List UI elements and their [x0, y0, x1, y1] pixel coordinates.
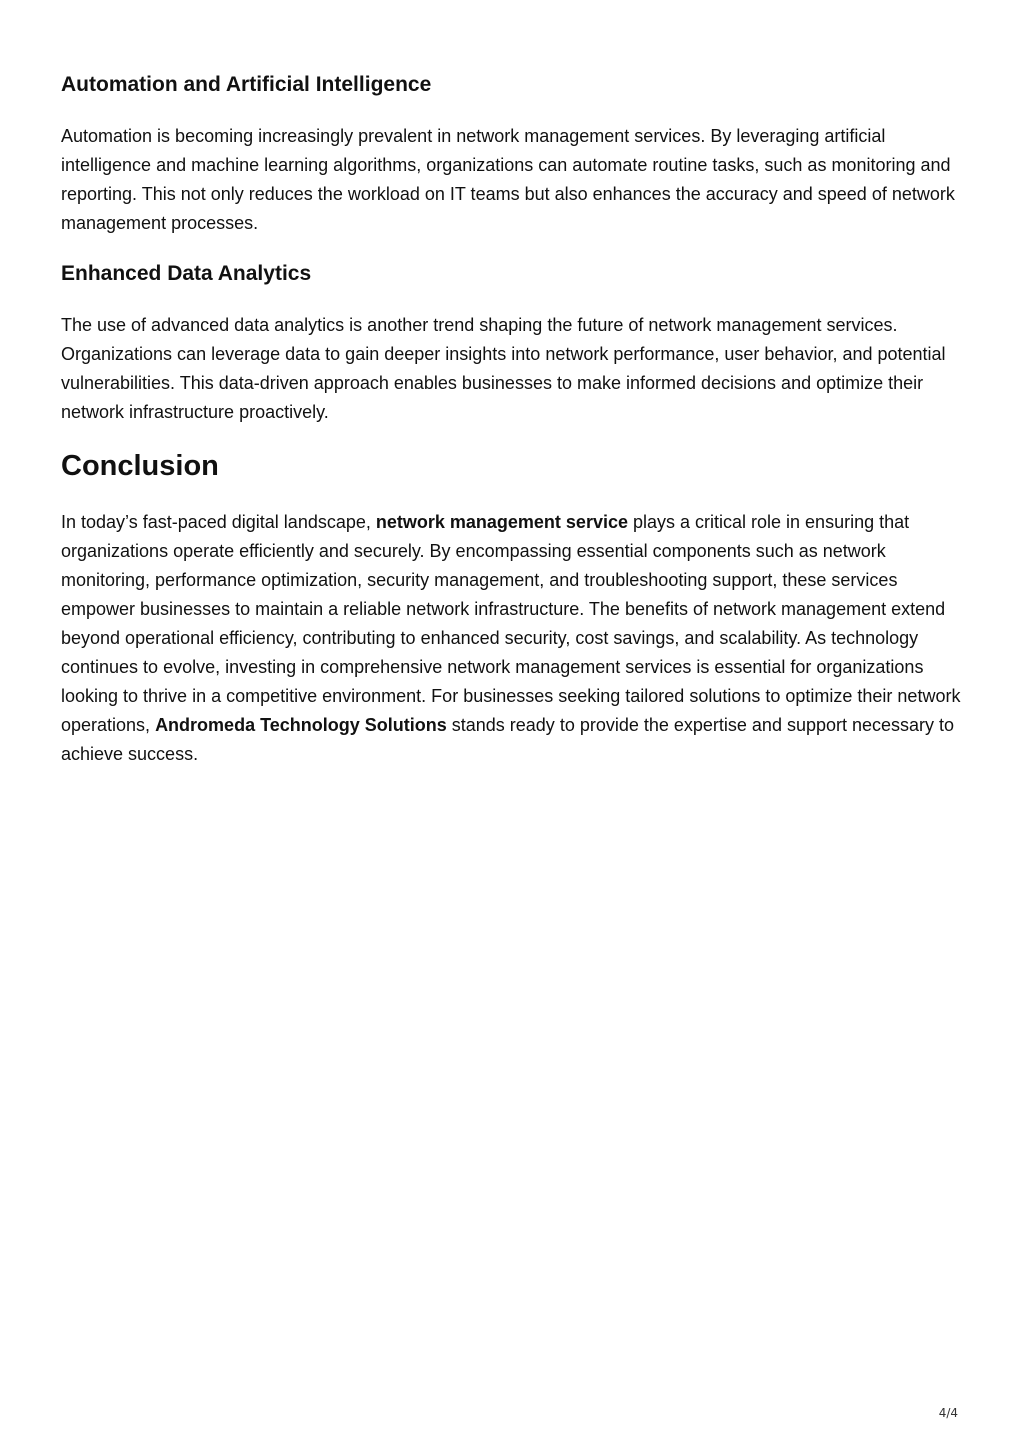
conclusion-text-3: stands ready to provide the expertise and support necessary to achieve success. — [61, 715, 955, 764]
conclusion-bold-service: network management service — [375, 512, 628, 532]
conclusion-bold-company: Andromeda Technology Solutions — [155, 715, 447, 735]
section-body-data-analytics: The use of advanced data analytics is another trend shaping the future of network management services. Organizations can leverage data to gain deeper insights into network performance, user behavior, and potential vulnerabilities. This data-driven approach enables businesses to make informed decisions and optimize their network infrastructure proactively. — [61, 315, 946, 422]
section-heading-automation: Automation and Artificial Intelligence — [61, 73, 432, 96]
page-number: 4/4 — [938, 1406, 958, 1420]
conclusion-body — [61, 508, 966, 769]
section-body-automation: Automation is becoming increasingly prevalent in network management services. By leveraging artificial intelligence and machine learning algorithms, organizations can automate routine tasks, such as monitoring and reporting. This not only reduces the workload on IT teams but also enhances the accuracy and speed of network management processes. — [61, 126, 955, 233]
section-heading-data-analytics: Enhanced Data Analytics — [61, 262, 312, 285]
conclusion-heading: Conclusion — [61, 450, 219, 482]
conclusion-text-1: In today’s fast-paced digital landscape, — [61, 512, 376, 532]
conclusion-text-2: plays a critical role in ensuring that organizations operate efficiently and securely. By encompassing essential components such as network monitoring, performance optimization, security management, and troubleshooting support, these services empower businesses to maintain a reliable network infrastructure. The benefits of network management extend beyond operational efficiency, contributing to enhanced security, cost savings, and scalability. As technology continues to evolve, investing in comprehensive network management services is essential for organizations looking to thrive in a competitive environment. For businesses seeking tailored solutions to optimize their network operations, — [61, 512, 961, 735]
